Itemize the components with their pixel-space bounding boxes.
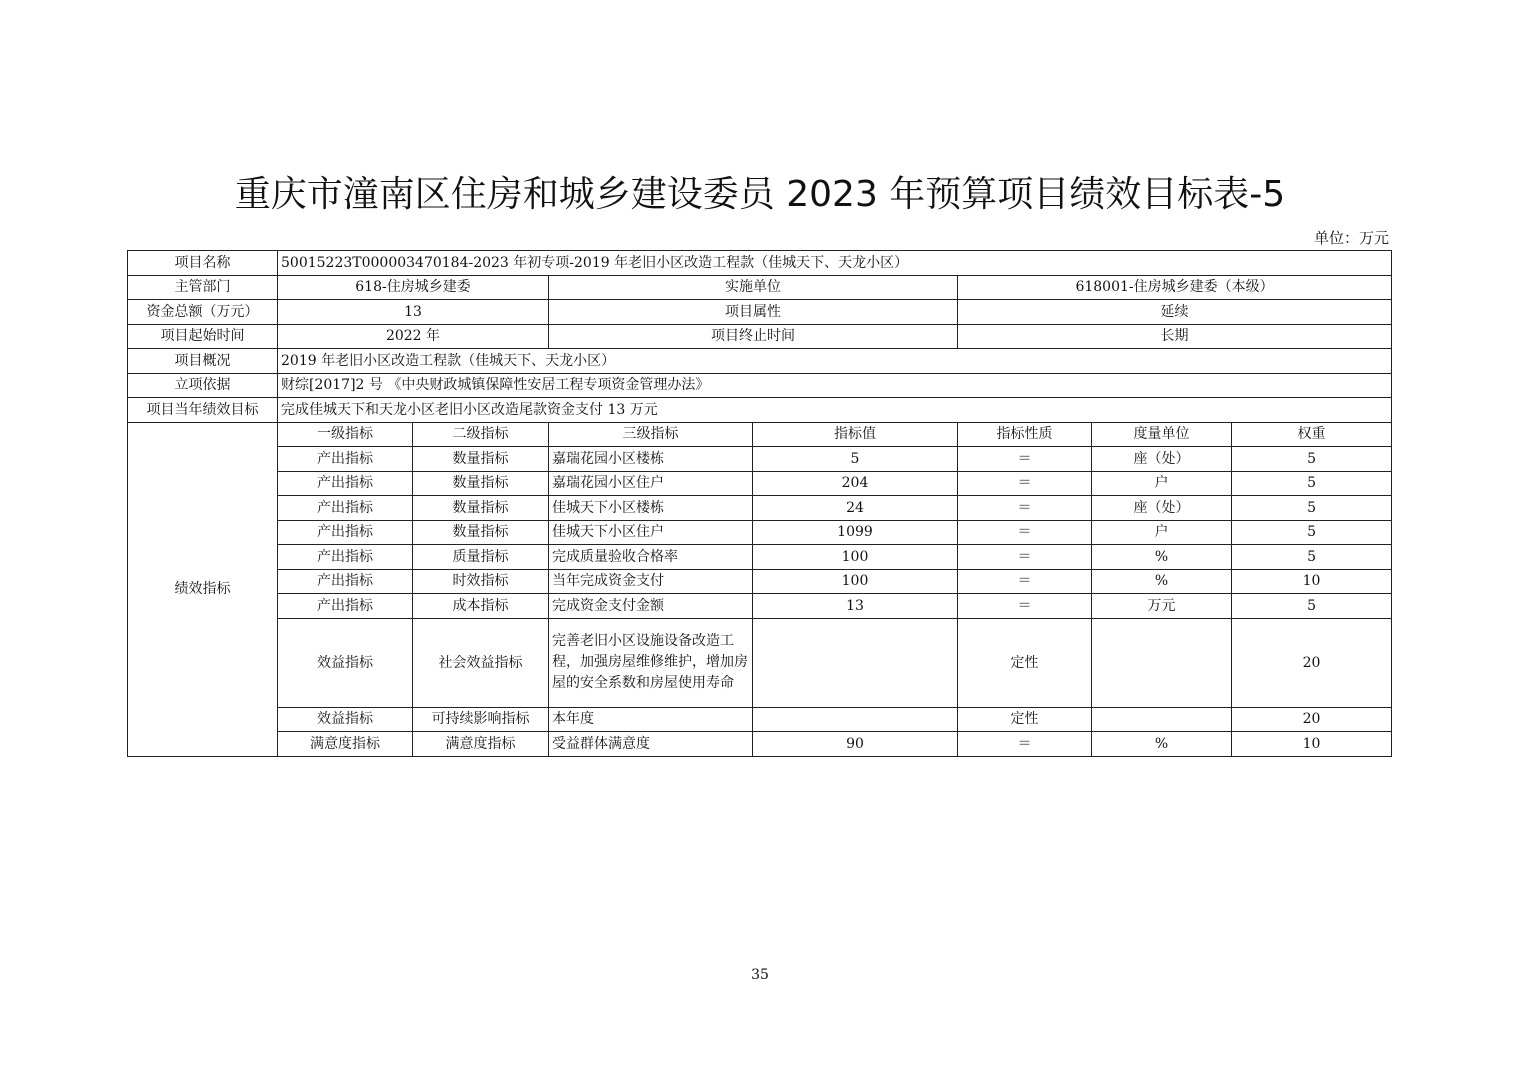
- value-cell: 5: [753, 447, 958, 472]
- table-row: [128, 349, 1392, 374]
- weight-cell: 20: [1232, 618, 1392, 707]
- unit-cell: %: [1092, 732, 1232, 757]
- level3-cell: 完成资金支付金额: [549, 594, 753, 619]
- department-label: 主管部门: [128, 275, 278, 300]
- level1-cell: 满意度指标: [278, 732, 413, 757]
- level3-cell: 佳城天下小区楼栋: [549, 496, 753, 521]
- value-cell: 100: [753, 545, 958, 570]
- basis-label: 立项依据: [128, 373, 278, 398]
- value-cell: [753, 707, 958, 732]
- level3-cell: 嘉瑞花园小区住户: [549, 471, 753, 496]
- weight-cell: 5: [1232, 471, 1392, 496]
- unit-cell: 户: [1092, 520, 1232, 545]
- level1-cell: 产出指标: [278, 594, 413, 619]
- table-row: [128, 398, 1392, 423]
- level2-cell: 满意度指标: [413, 732, 549, 757]
- weight-cell: 5: [1232, 496, 1392, 521]
- unit-cell: [1092, 618, 1232, 707]
- basis-value: 财综[2017]2 号 《中央财政城镇保障性安居工程专项资金管理办法》: [278, 373, 1392, 398]
- indicator-row: [128, 618, 1392, 707]
- weight-cell: 5: [1232, 594, 1392, 619]
- level3-cell: 嘉瑞花园小区楼栋: [549, 447, 753, 472]
- department-value: 618-住房城乡建委: [278, 275, 549, 300]
- nature-cell: ＝: [958, 520, 1092, 545]
- header-weight: 权重: [1232, 422, 1392, 447]
- value-cell: 13: [753, 594, 958, 619]
- total-fund-value: 13: [278, 300, 549, 325]
- performance-target-table: [127, 250, 1392, 757]
- value-cell: [753, 618, 958, 707]
- level1-cell: 产出指标: [278, 496, 413, 521]
- unit-cell: %: [1092, 545, 1232, 570]
- nature-cell: ＝: [958, 732, 1092, 757]
- page-number: 35: [751, 967, 769, 983]
- level2-cell: 社会效益指标: [413, 618, 549, 707]
- nature-cell: ＝: [958, 594, 1092, 619]
- level3-cell: 完善老旧小区设施设备改造工程，加强房屋维修维护，增加房屋的安全系数和房屋使用寿命: [549, 618, 753, 707]
- nature-cell: ＝: [958, 545, 1092, 570]
- level3-cell: 本年度: [549, 707, 753, 732]
- weight-cell: 10: [1232, 732, 1392, 757]
- header-nature: 指标性质: [958, 422, 1092, 447]
- indicators-section-label: 绩效指标: [128, 422, 278, 756]
- level3-cell: 完成质量验收合格率: [549, 545, 753, 570]
- level3-cell: 当年完成资金支付: [549, 569, 753, 594]
- weight-cell: 5: [1232, 520, 1392, 545]
- weight-cell: 20: [1232, 707, 1392, 732]
- level1-cell: 产出指标: [278, 471, 413, 496]
- overview-value: 2019 年老旧小区改造工程款（佳城天下、天龙小区）: [278, 349, 1392, 374]
- indicator-row: [128, 496, 1392, 521]
- unit-cell: 座（处）: [1092, 496, 1232, 521]
- unit-cell: 万元: [1092, 594, 1232, 619]
- header-level2: 二级指标: [413, 422, 549, 447]
- level1-cell: 效益指标: [278, 707, 413, 732]
- project-attribute-value: 延续: [958, 300, 1392, 325]
- level1-cell: 产出指标: [278, 569, 413, 594]
- weight-cell: 5: [1232, 447, 1392, 472]
- table-row: [128, 251, 1392, 276]
- unit-label: 单位：万元: [1313, 229, 1389, 247]
- level1-cell: 产出指标: [278, 520, 413, 545]
- project-name-value: 50015223T000003470184-2023 年初专项-2019 年老旧小区改造工程款（佳城天下、天龙小区）: [278, 251, 1392, 276]
- header-level1: 一级指标: [278, 422, 413, 447]
- unit-cell: %: [1092, 569, 1232, 594]
- header-level3: 三级指标: [549, 422, 753, 447]
- level3-cell: 佳城天下小区住户: [549, 520, 753, 545]
- level2-cell: 数量指标: [413, 496, 549, 521]
- start-time-label: 项目起始时间: [128, 324, 278, 349]
- weight-cell: 10: [1232, 569, 1392, 594]
- table-row: [128, 300, 1392, 325]
- overview-label: 项目概况: [128, 349, 278, 374]
- level3-cell: 受益群体满意度: [549, 732, 753, 757]
- unit-cell: 户: [1092, 471, 1232, 496]
- level2-cell: 成本指标: [413, 594, 549, 619]
- page-title: 重庆市潼南区住房和城乡建设委员 2023 年预算项目绩效目标表-5: [234, 174, 1286, 215]
- level1-cell: 产出指标: [278, 447, 413, 472]
- level1-cell: 效益指标: [278, 618, 413, 707]
- value-cell: 100: [753, 569, 958, 594]
- header-unit: 度量单位: [1092, 422, 1232, 447]
- nature-cell: 定性: [958, 707, 1092, 732]
- implementing-unit-label: 实施单位: [549, 275, 958, 300]
- end-time-label: 项目终止时间: [549, 324, 958, 349]
- project-attribute-label: 项目属性: [549, 300, 958, 325]
- level2-cell: 质量指标: [413, 545, 549, 570]
- indicator-row: [128, 732, 1392, 757]
- table-row: [128, 275, 1392, 300]
- table-row: [128, 324, 1392, 349]
- indicator-row: [128, 447, 1392, 472]
- indicator-row: [128, 594, 1392, 619]
- indicator-row: [128, 520, 1392, 545]
- end-time-value: 长期: [958, 324, 1392, 349]
- nature-cell: ＝: [958, 496, 1092, 521]
- value-cell: 90: [753, 732, 958, 757]
- value-cell: 204: [753, 471, 958, 496]
- level2-cell: 时效指标: [413, 569, 549, 594]
- unit-cell: 座（处）: [1092, 447, 1232, 472]
- value-cell: 24: [753, 496, 958, 521]
- unit-cell: [1092, 707, 1232, 732]
- indicator-row: [128, 707, 1392, 732]
- weight-cell: 5: [1232, 545, 1392, 570]
- level2-cell: 可持续影响指标: [413, 707, 549, 732]
- start-time-value: 2022 年: [278, 324, 549, 349]
- nature-cell: ＝: [958, 569, 1092, 594]
- level2-cell: 数量指标: [413, 471, 549, 496]
- level1-cell: 产出指标: [278, 545, 413, 570]
- implementing-unit-value: 618001-住房城乡建委（本级）: [958, 275, 1392, 300]
- annual-goal-value: 完成佳城天下和天龙小区老旧小区改造尾款资金支付 13 万元: [278, 398, 1392, 423]
- total-fund-label: 资金总额（万元）: [128, 300, 278, 325]
- indicator-row: [128, 569, 1392, 594]
- level2-cell: 数量指标: [413, 520, 549, 545]
- nature-cell: ＝: [958, 447, 1092, 472]
- indicator-header-row: [128, 422, 1392, 447]
- table-row: [128, 373, 1392, 398]
- indicator-row: [128, 545, 1392, 570]
- project-name-label: 项目名称: [128, 251, 278, 276]
- header-value: 指标值: [753, 422, 958, 447]
- annual-goal-label: 项目当年绩效目标: [128, 398, 278, 423]
- nature-cell: ＝: [958, 471, 1092, 496]
- value-cell: 1099: [753, 520, 958, 545]
- indicator-row: [128, 471, 1392, 496]
- level2-cell: 数量指标: [413, 447, 549, 472]
- nature-cell: 定性: [958, 618, 1092, 707]
